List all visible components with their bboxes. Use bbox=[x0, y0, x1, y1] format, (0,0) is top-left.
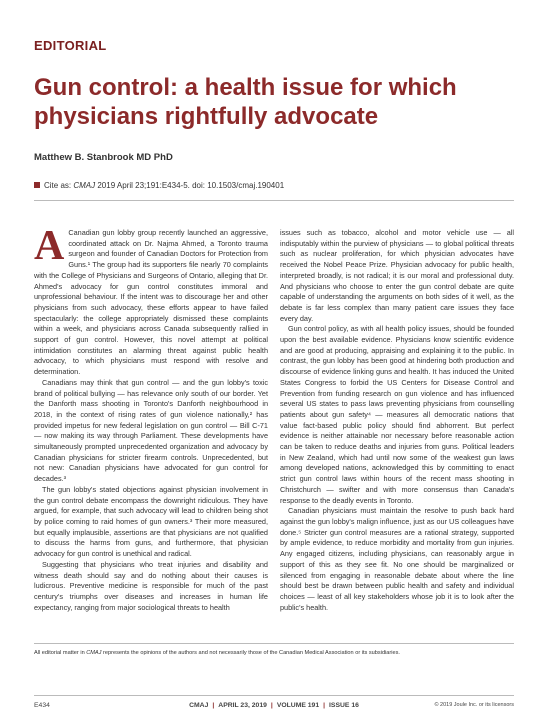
citation-line bbox=[34, 181, 284, 190]
footnote-divider bbox=[34, 643, 514, 644]
paragraph: The gun lobby's stated objections against physician involvement in the gun control debate encompass the downright ridiculous. They have argued, for example, that such advocacy will lead to children being shot by police coming to raid homes of gun owners.³ Their more measured, but equally implausible, assertions are that physicians are not qualified to discuss the harms from guns, and furthermore, that physician advocacy for gun control is unethical and radical. bbox=[34, 484, 268, 559]
body-column-right bbox=[280, 228, 514, 613]
cite-journal: CMAJ bbox=[73, 181, 96, 190]
paragraph: Canadians may think that gun control — and the gun lobby's toxic brand of political bullying — has relevance only south of our border. Yet the Danforth mass shooting in Toronto's Danforth neighbourhood in 2018, in the context of rising rates of gun violence nationally,² has provided impetus for new federal legislation on gun control — Bill C-71 — now making its way through Parliament. These developments have simultaneously prompted unprecedented organization and advocacy by Canadian physicians for stricter firearm controls. Unprecedented, but not new: Canadian physicians have advocated for gun control for decades.³ bbox=[34, 377, 268, 484]
page-number: E434 bbox=[34, 702, 50, 709]
top-divider bbox=[34, 200, 514, 201]
paragraph: Suggesting that physicians who treat injuries and disability and witness death should say and do nothing about their causes is ludicrous. Preventive medicine is responsible for much of the past century's triumphs over diseases and increases in human life expectancy, ranging from major sociological threats to health bbox=[34, 559, 268, 612]
author-name: Matthew B. Stanbrook MD PhD bbox=[34, 152, 173, 163]
cite-details: 2019 April 23;191:E434-5. doi: 10.1503/cmaj.190401 bbox=[95, 181, 285, 190]
body-column-left bbox=[34, 223, 268, 613]
journal-issue-info: CMAJ | APRIL 23, 2019 | VOLUME 191 | ISSUE 16 bbox=[189, 702, 359, 709]
page-footer bbox=[34, 702, 514, 712]
footnote: All editorial matter in CMAJ represents the opinions of the authors and not necessarily those of the Canadian Medical Association or its subsidiaries. bbox=[34, 650, 400, 656]
paragraph: Gun control policy, as with all health policy issues, should be founded upon the best available evidence. Physicians know scientific evidence and are good at producing, appraising and explaining it to the public. In contrast, the gun lobby has been good at hindering both production and discourse of evidence linking guns and health. It has induced the United States Congress to forbid the US Centers for Disease Control and Prevention from funding research on gun violence and has influenced several US states to pass laws preventing physicians from counselling patients about gun safety⁴ — measures all democratic nations that value fact-based public policy should find abhorrent. But perfect evidence is neither attainable nor necessary before reasonable action can be taken to reduce deaths and injuries from guns. Political leaders in New Zealand, which had until now some of the weakest gun laws among developed nations, acknowledged this by committing to enact strict gun control laws within hours of the recent mass shooting in Christchurch — swifter and with more consensus than Canada's response to the deadly events in Toronto. bbox=[280, 324, 514, 505]
paragraph bbox=[34, 223, 268, 378]
cite-prefix: Cite as: bbox=[44, 181, 74, 190]
footer-divider bbox=[34, 695, 514, 696]
square-bullet-icon bbox=[34, 182, 40, 188]
paragraph: Canadian physicians must maintain the resolve to push back hard against the gun lobby's malign influence, just as our US colleagues have done.⁵ Stricter gun control measures are a rational strategy, supported by ample evidence, to reduce morbidity and mortality from gun injuries. Any engaged citizens, including physicians, can reasonably argue in support of this as they see fit. No one should be marginalized or silenced from engaging in reasonable debate about where the line should best be drawn between public health and safety and individual choices — least of all key stakeholders whose job it is to look after the public's health. bbox=[280, 506, 514, 612]
copyright: © 2019 Joule Inc. or its licensors bbox=[434, 702, 514, 708]
paragraph-text: Canadian gun lobby group recently launched an aggressive, coordinated attack on Dr. Najma Ahmed, a Toronto trauma surgeon and founder of Canadian Doctors for Protection from Guns.¹ The group had its supporters file nearly 70 complaints with the College of Physicians and Surgeons of Ontario, alleging that Dr. Ahmed's advocacy for gun control constitutes immoral and unprofessional behaviour. If the intent was to discourage her and other physicians from such advocacy, these efforts appear to have failed spectacularly: the college appropriately dismissed these complaints within a week, and physicians across Canada subsequently rallied in support of gun control. However, this novel attempt at political intimidation constitutes an alarming threat against public health advocacy, to which physicians must respond with resolve and determination. bbox=[34, 228, 268, 377]
article-title: Gun control: a health issue for which physicians rightfully advocate bbox=[34, 74, 457, 130]
drop-cap: A bbox=[34, 223, 65, 269]
paragraph: issues such as tobacco, alcohol and motor vehicle use — all indisputably within the purview of physicians — to global political threats such as nuclear proliferation, for which physician advocates have received the Nobel Peace Prize. Physician advocacy for public health, interpreted broadly, is not radical; it is our moral and professional duty. And physicians who choose to enter the gun control debate are quite capable of understanding the arguments on both sides of it well, as the debate is far less complex than many patient care issues they face every day. bbox=[280, 228, 514, 323]
section-label: EDITORIAL bbox=[34, 38, 107, 53]
